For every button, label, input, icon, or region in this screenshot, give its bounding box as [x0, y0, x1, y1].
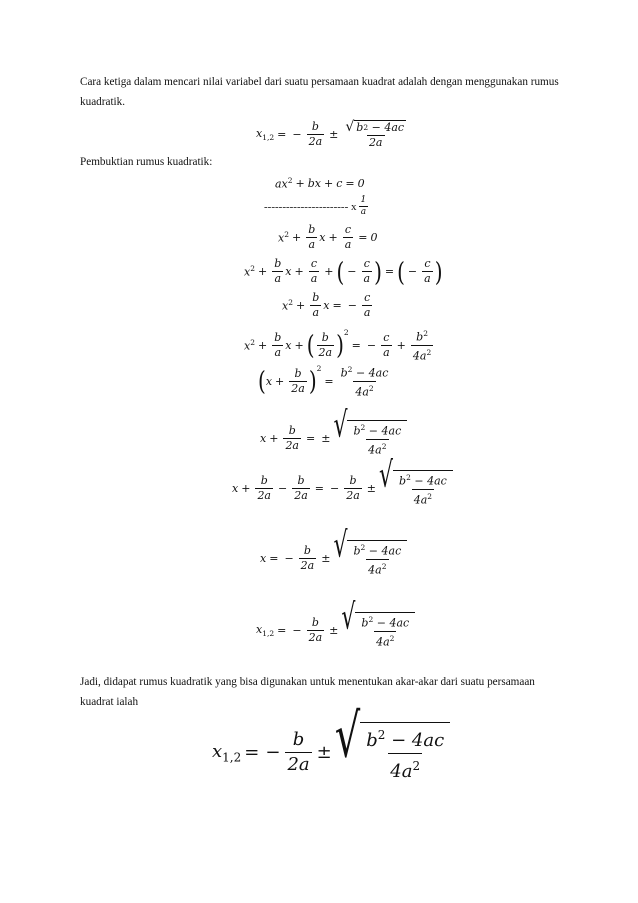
equation-isolate-terms: $x^2$ + $\frac{b}{a}$ x = − $\frac{c}{a}$ — [282, 291, 371, 319]
intro-paragraph: Cara ketiga dalam mencari nilai variabel dari suatu persamaan kuadrat adalah dengan menggunakan rumus kuadratik. — [80, 76, 559, 108]
equation-solve-x: x = − $\frac{b}{2a}$ ± √ $b^2 - 4ac$ $4a^2$ — [260, 540, 407, 576]
proof-label: Pembuktian rumus kuadratik: — [80, 156, 213, 168]
equation-squared-form: ( x + $\frac{b}{2a}$ ) $^2$ = $\frac{b^2 - 4ac}{4a^2}$ — [258, 364, 389, 399]
equation-divided-by-a: $x^2$ + $\frac{b}{a}$ x + $\frac{c}{a}$ = 0 — [278, 223, 378, 251]
equation-x12-result: $x_{1,2}$ = − $\frac{b}{2a}$ ± √ $b^2 - 4ac$ $4a^2$ — [256, 612, 415, 648]
equation-add-negative-c-over-a: $x^2$ + $\frac{b}{a}$ x + $\frac{c}{a}$ + ( − $\frac{c}{a}$ ) = ( − $\frac{c}{a}$ ) — [244, 255, 443, 288]
final-quadratic-formula: $x_{1,2}$ = − $\frac{b}{2a}$ ± √ $b^2 - 4ac$ $4a^2$ — [212, 722, 450, 783]
quadratic-formula-initial: $x_{1,2}$ = − $\frac{b}{2a}$ ± √ b 2 − 4ac 2a — [256, 119, 405, 149]
equation-square-root: x + $\frac{b}{2a}$ = ± √ $b^2 - 4ac$ $4a^2$ — [260, 420, 407, 456]
multiply-by-one-over-a: ----------------------- x 1 a — [264, 195, 367, 217]
conclusion-paragraph: Jadi, didapat rumus kuadratik yang bisa digunakan untuk menentukan akar-akar dari suatu persamaan kuadrat ialah — [80, 676, 535, 708]
equation-standard-form: $ax^2$ + bx + c = 0 — [275, 176, 365, 191]
equation-complete-square: $x^2$ + $\frac{b}{a}$ x + ( b 2a ) $^2$ = − $\frac{c}{a}$ + $\frac{b^2}{4a^2}$ — [244, 328, 432, 363]
equation-subtract-b-over-2a: x + $\frac{b}{2a}$ − $\frac{b}{2a}$ = − $\frac{b}{2a}$ ± √ $b^2 - 4ac$ $4a^2$ — [232, 470, 453, 506]
